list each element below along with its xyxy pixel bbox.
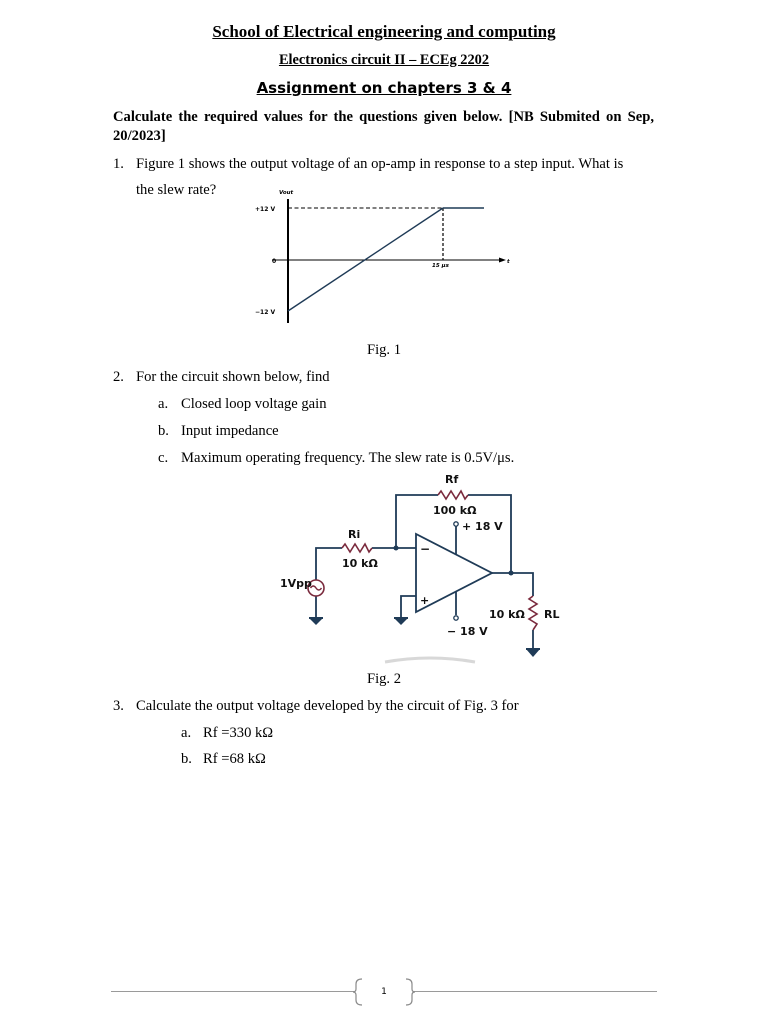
ground-source-icon: [309, 618, 323, 625]
op-amp-circuit-figure: [270, 472, 570, 667]
noninverting-ground-wire: [401, 596, 416, 618]
negative-supply-label: − 18 V: [447, 625, 488, 638]
q3-item-a-letter: a.: [181, 725, 192, 741]
ri-value: 10 kΩ: [342, 557, 378, 570]
junction-input: [394, 546, 399, 551]
course-title: Electronics circuit II – ECEg 2202: [278, 52, 490, 68]
q3-number: 3.: [113, 698, 124, 714]
q2-item-c-letter: c.: [158, 450, 169, 466]
q2-item-a-letter: a.: [158, 396, 169, 412]
ri-label: Ri: [348, 528, 361, 541]
negative-supply-terminal: [454, 616, 458, 620]
footer-rule-right: [413, 991, 657, 992]
rf-label: Rf: [445, 473, 459, 486]
tick-zero: 0: [272, 258, 277, 265]
tick-minus-12: −12 V: [255, 309, 276, 316]
x-axis-arrow: [499, 258, 506, 263]
rf-value: 100 kΩ: [433, 504, 477, 517]
footer-rule-left: [111, 991, 355, 992]
q3-text: Calculate the output voltage developed by the circuit of Fig. 3 for: [136, 698, 519, 714]
q2-item-c-text: Maximum operating frequency. The slew rate is 0.5V/μs.: [181, 450, 515, 466]
positive-supply-label: + 18 V: [462, 520, 503, 533]
x-axis-label: t: [507, 259, 510, 265]
junction-output: [509, 571, 514, 576]
q1-text-line2: the slew rate?: [136, 182, 217, 198]
rl-resistor: [529, 596, 537, 630]
instruction-text: Calculate the required values for the questions given below. [NB Submited on Sep, 20/2023]: [113, 109, 654, 144]
rl-value: 10 kΩ: [489, 608, 525, 621]
inverting-sign: −: [420, 542, 431, 556]
tick-15us: 15 μs: [432, 263, 449, 269]
fig1-caption: Fig. 1: [366, 342, 402, 358]
slew-rate-figure: [250, 185, 520, 330]
q2-item-b-text: Input impedance: [181, 423, 279, 439]
q2-text: For the circuit shown below, find: [136, 369, 330, 385]
assignment-title: Assignment on chapters 3 & 4: [256, 79, 512, 97]
q1-text-line1: Figure 1 shows the output voltage of an op-amp in response to a step input. What is: [136, 156, 624, 172]
output-wire: [492, 573, 533, 596]
tick-plus-12: +12 V: [255, 206, 276, 213]
q2-number: 2.: [113, 369, 124, 385]
school-title: School of Electrical engineering and computing: [212, 22, 556, 41]
rf-resistor: [438, 491, 468, 499]
q3-item-b-text: Rf =68 kΩ: [203, 751, 266, 767]
source-label: 1Vpp: [280, 577, 312, 590]
scan-artifact: [385, 658, 475, 662]
fig2-caption: Fig. 2: [366, 671, 402, 687]
q3-item-a-text: Rf =330 kΩ: [203, 725, 274, 741]
positive-supply-terminal: [454, 522, 458, 526]
input-wire-left: [316, 548, 342, 580]
q2-item-b-letter: b.: [158, 423, 169, 439]
y-axis-label: Vout: [279, 190, 294, 196]
ri-resistor: [342, 544, 372, 552]
q3-item-b-letter: b.: [181, 751, 192, 767]
q1-number: 1.: [113, 156, 124, 172]
q2-item-a-text: Closed loop voltage gain: [181, 396, 327, 412]
ground-load-icon: [526, 649, 540, 657]
rl-label: RL: [544, 608, 560, 621]
ground-noninverting-icon: [394, 618, 408, 625]
page-number: 1: [381, 987, 387, 997]
noninverting-sign: +: [420, 594, 430, 607]
